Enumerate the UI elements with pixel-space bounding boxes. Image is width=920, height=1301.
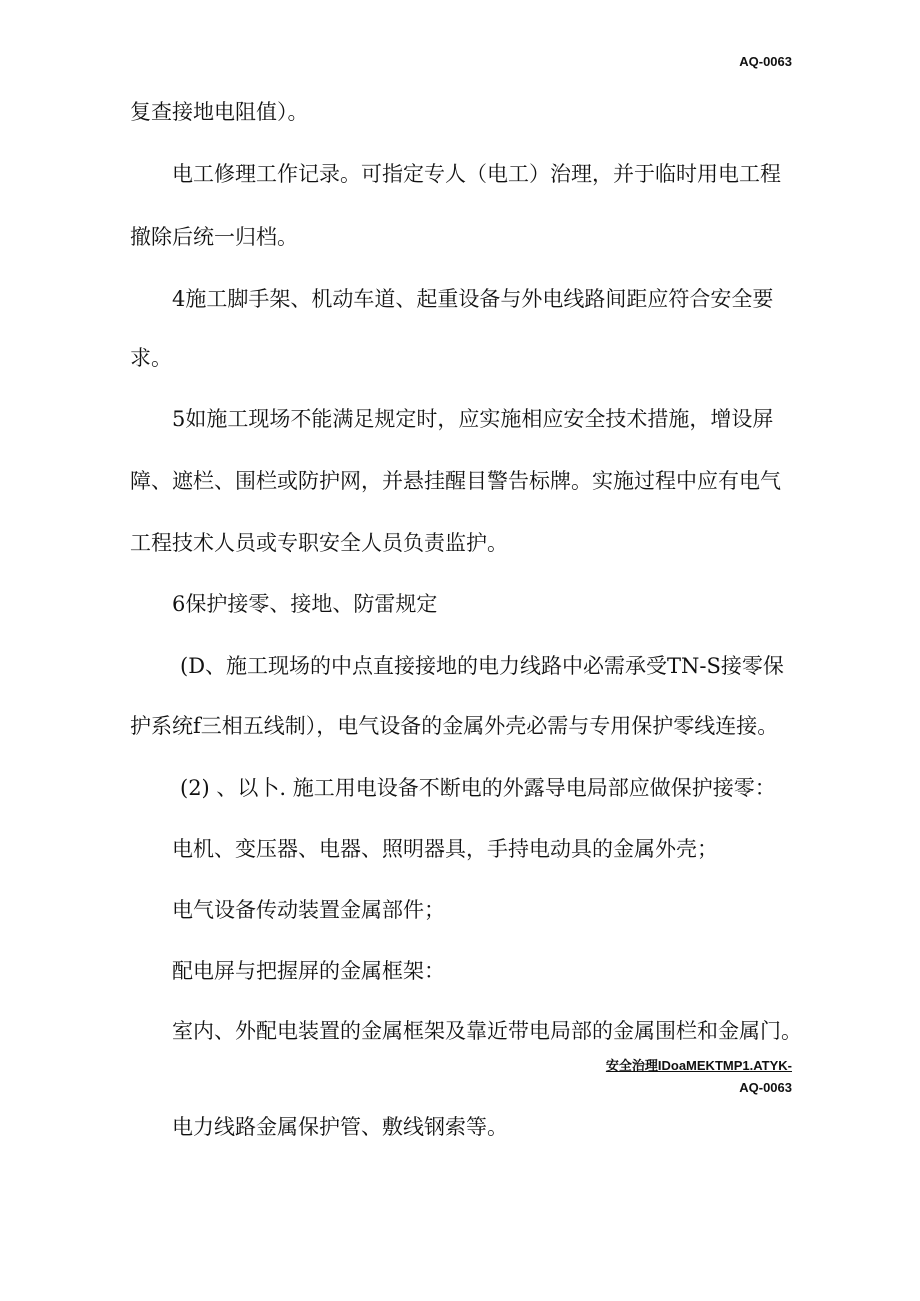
text-line: 6保护接零、接地、防雷规定 [172,592,438,616]
text-line: 配电屏与把握屏的金属框架： [172,959,445,983]
text-line: 障、遮栏、围栏或防护网，并悬挂醒目警告标牌。实施过程中应有电气 [130,469,781,493]
text-line: 工程技术人员或专职安全人员负责监护。 [130,531,508,555]
text-line: 护系统f三相五线制），电气设备的金属外壳必需与专用保护零线连接。 [130,714,779,738]
text-line: 复查接地电阻值）。 [130,100,309,124]
footer-doc-code: AQ-0063 [739,1080,792,1095]
header-doc-code: AQ-0063 [739,54,792,69]
text-line: 电机、变压器、电器、照明器具，手持电动具的金属外壳； [172,837,718,861]
text-line: 室内、外配电装置的金属框架及靠近带电局部的金属围栏和金属门。 [172,1019,802,1043]
text-line: 电力线路金属保护管、敷线钢索等。 [172,1115,508,1139]
text-line: 求。 [130,346,172,370]
text-line: (2) 、以卜. 施工用电设备不断电的外露导电局部应做保护接零： [180,776,776,800]
text-line: 电气设备传动装置金属部件； [172,898,445,922]
footer-doc-ref: 安全治理IDoaMEKTMP1.ATYK- [605,1058,792,1073]
text-line: 5如施工现场不能满足规定时，应实施相应安全技术措施，增设屏 [172,407,774,431]
text-line: (D、施工现场的中点直接接地的电力线路中必需承受TN-S接零保 [180,654,784,678]
text-line: 撤除后统一归档。 [130,225,298,249]
text-line: 电工修理工作记录。可指定专人（电工）治理，并于临时用电工程 [172,162,781,186]
text-line: 4施工脚手架、机动车道、起重设备与外电线路间距应符合安全要 [172,287,774,311]
